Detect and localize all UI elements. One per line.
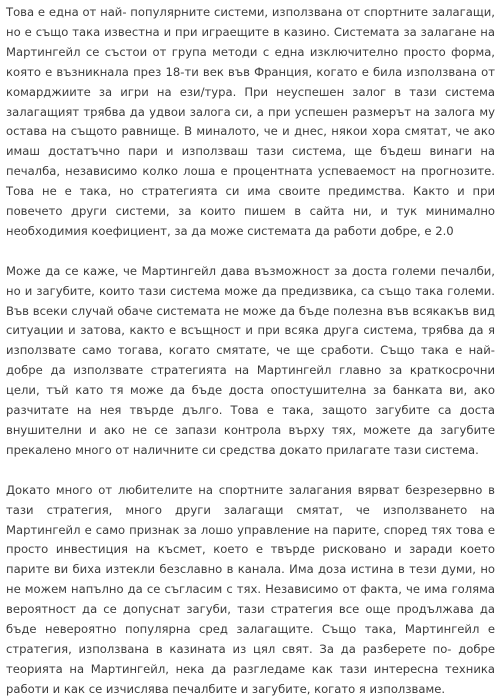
- article-paragraph-2: Може да се каже, че Мартингейл дава възможност за доста големи печалби, но и загубите, които тази система може да предизвика, са също така големи. Във всеки случай обаче системата не може да бъде полезна във всякакъв вид ситуации и затова, както е всъщност и при всяка друга система, трябва да я използвате само тогава, когато смятате, че ще сработи. Също така е най- добре да използвате стратегията на Мартингейл главно за краткосрочни цели, тъй като тя може да бъде доста опостушителна за банката ви, ако разчитате на нея твърде дълго. Това е така, защото загубите са доста внушителни и ако не се запази контрола върху тях, можете да загубите прекалено много от наличните си средства докато прилагате тази система.: [6, 263, 495, 457]
- article-paragraph-3: Докато много от любителите на спортните залагания вярват безрезервно в тази стратегия, много други залагащи смятат, че използването на Мартингейл е само признак за лошо управление на парите, според тях това е просто инвестиция на късмет, което е твърде рисковано и заради което парите ви биха изтекли безславно в канала. Има доза истина в тези думи, но не можем напълно да се съгласим с тях. Независимо от факта, че има голяма вероятност да се допуснат загуби, тази стратегия все още продължава да бъде невероятно популярна сред залагащите. Също така, Мартингейл е стратегия, използвана в казината из цял свят. За да разберете по- добре теорията на Мартингейл, нека да разгледаме как тази интересна техника работи и как се изчислява печалбите и загубите, когато я използваме.: [6, 482, 495, 696]
- article-body: [6, 3, 495, 700]
- article-paragraph-1: Това е една от най- популярните системи, използвана от спортните залагащи, но е също така известна и при играещите в казино. Системата за залагане на Мартингейл се състои от група методи с една изключително просто форма, която е възникнала през 18-ти век във Франция, когато е била използвана от комарджиите за игри на ези/тура. При неуспешен залог в тази система залагащият трябва да удвои залога си, а при успешен размерът на залога му остава на същото равнище. В миналото, че и днес, някои хора смятат, че ако имаш достатъчно пари и използваш тази система, ще бъдеш винаги на печалба, независимо колко лоша е процентната успеваемост на прогнозите. Това не е така, но стратегията си има своите предимства. Както и при повечето други системи, за които пишем в сайта ни, и тук минимално необходимия коефициент, за да може системата да работи добре, е 2.0: [6, 5, 495, 238]
